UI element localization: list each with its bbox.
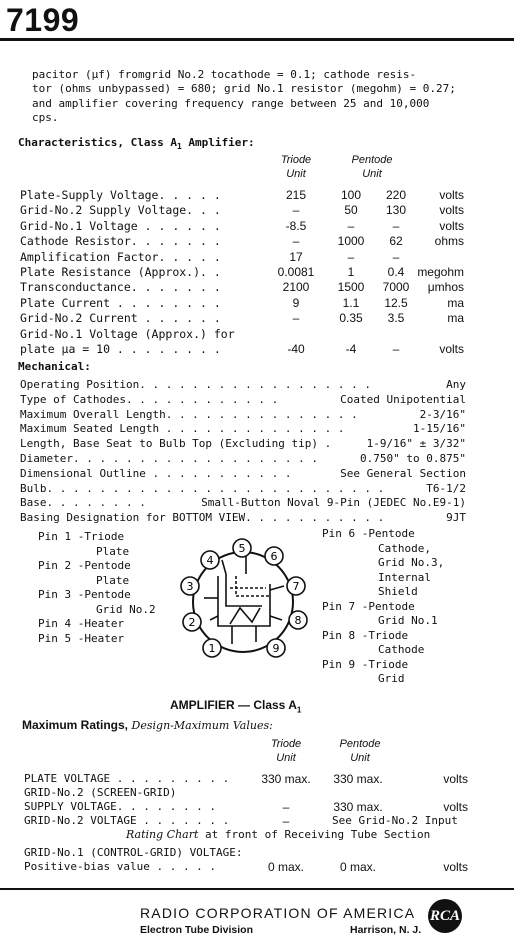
pin-2-marker — [183, 613, 201, 631]
char-row-pentode-2: – — [392, 249, 400, 264]
pin-number-label: 9 — [272, 642, 280, 655]
pin-1-marker — [203, 639, 221, 657]
mech-row-label: Dimensional Outline . . . . . . . . . . . — [20, 466, 292, 480]
amp-row-unit: volts — [443, 800, 468, 814]
char-row-unit: volts — [439, 342, 464, 356]
max-ratings-tail: Design-Maximum Values: — [131, 719, 273, 732]
amp-row-label: GRID-No.1 (CONTROL-GRID) VOLTAGE: — [24, 846, 243, 859]
char-row-unit: ma — [447, 295, 464, 310]
rating-chart-b: at front of Receiving Tube Section — [198, 828, 431, 841]
footer-rule — [0, 888, 514, 890]
pin-left-entry — [38, 559, 131, 573]
pin-number: Pin 6 — [322, 527, 356, 540]
char-row-pentode-1: 0.35 — [339, 311, 363, 326]
char-row-triode: – — [292, 234, 300, 249]
mechanical-title: Mechanical: — [18, 360, 91, 373]
pin-right-entry — [322, 527, 415, 541]
pin-number-label: 2 — [188, 616, 196, 629]
amp-row-triode: – — [282, 800, 290, 814]
pin-left-entry — [38, 632, 124, 646]
pin-desc: -Triode — [355, 657, 409, 671]
amp-row-label: GRID-No.2 (SCREEN-GRID) — [24, 786, 177, 799]
pin-right-desc: Internal — [378, 570, 431, 584]
rating-chart-note — [126, 828, 430, 841]
char-row-pentode-2: – — [392, 342, 400, 356]
amp-col-triode: Triode — [270, 738, 302, 750]
characteristics-title-text: Characteristics, Class A — [18, 136, 177, 149]
char-row-pentode-2: 3.5 — [387, 311, 405, 326]
char-row-pentode-1: 1.1 — [342, 295, 360, 310]
mech-row-value: Coated Unipotential — [340, 392, 466, 406]
pin-5-marker — [233, 539, 251, 557]
mech-row-label: Maximum Seated Length . . . . . . . . . . . . . . — [20, 422, 345, 436]
col-triode-unit: Unit — [286, 168, 306, 180]
char-row-triode: -40 — [287, 342, 305, 356]
pin-number: Pin 5 — [38, 631, 72, 645]
pin-right-desc: Grid No.1 — [378, 614, 438, 627]
char-row-pentode-2: 12.5 — [384, 295, 408, 310]
pin-number: Pin 9 — [322, 657, 356, 671]
pin-number-label: 5 — [238, 542, 246, 555]
characteristics-title — [18, 136, 255, 151]
pin-right-desc: Cathode — [378, 643, 425, 656]
pin-number-label: 3 — [186, 580, 194, 593]
pin-desc: -Heater — [71, 631, 125, 645]
amp-col-triode-unit: Unit — [276, 752, 296, 764]
char-row-pentode-2: 62 — [389, 234, 403, 249]
char-row-triode: – — [292, 311, 300, 326]
pin-left-desc2: Plate — [96, 573, 130, 587]
pin-number: Pin 7 — [322, 599, 356, 613]
pin-4-marker — [201, 551, 219, 569]
pin-number-label: 6 — [270, 550, 278, 563]
char-row-label: Grid-No.2 Current . . . . . . — [20, 311, 221, 326]
mech-row-value: See General Section — [340, 466, 466, 480]
char-row-label: Grid-No.2 Supply Voltage. . . — [20, 203, 221, 218]
char-row-triode: -8.5 — [285, 218, 307, 233]
mech-row-label: Base. . . . . . . . — [20, 496, 146, 510]
char-row-label: Plate Resistance (Approx.). . — [20, 265, 221, 279]
pin-6-marker — [265, 547, 283, 565]
intro-line-1: pacitor (μf) fromgrid No.2 tocathode = 0.1; cathode resis- — [32, 68, 417, 81]
amp-row-label: SUPPLY VOLTAGE. . . . . . . . — [24, 800, 217, 813]
pin-8-marker — [289, 611, 307, 629]
char-row-label: Cathode Resistor. . . . . . . — [20, 234, 221, 249]
characteristics-title-sub: 1 — [176, 142, 182, 152]
char-row-pentode-1: 1500 — [337, 280, 365, 295]
char-row-unit: μmhos — [427, 280, 464, 295]
mech-row-value: T6-1/2 — [426, 481, 466, 495]
location: Harrison, N. J. — [350, 924, 422, 936]
char-row-label: Grid-No.1 Voltage . . . . . . — [20, 218, 221, 233]
company-name: RADIO CORPORATION OF AMERICA — [140, 905, 416, 921]
pin-number-label: 8 — [294, 614, 302, 627]
pin-desc: -Triode — [355, 628, 409, 642]
pin-left-entry — [38, 617, 124, 631]
tube-number: 7199 — [6, 2, 80, 38]
char-row-pentode-1: – — [347, 249, 355, 264]
amp-row-triode: 330 max. — [261, 772, 311, 786]
intro-line-4: cps. — [32, 111, 59, 124]
char-row-triode: 2100 — [282, 280, 310, 295]
char-row-triode: 215 — [285, 188, 307, 202]
pin-left-entry — [38, 530, 124, 544]
pin-desc: -Pentode — [355, 527, 415, 540]
intro-line-3: and amplifier covering frequency range between 25 and 10,000 — [32, 97, 430, 110]
pin-9-marker — [267, 639, 285, 657]
amp-row-unit: volts — [443, 860, 468, 874]
pin-right-desc: Grid No.3, — [378, 556, 445, 569]
char-row-pentode-1: 1000 — [337, 234, 365, 249]
pin-desc: -Pentode — [71, 559, 131, 572]
char-row-pentode-1: 1 — [347, 265, 355, 279]
col-pentode-unit: Unit — [362, 168, 382, 180]
pin-number: Pin 8 — [322, 628, 356, 642]
mech-row-label: Type of Cathodes. . . . . . . . . . . . — [20, 392, 279, 406]
characteristics-title-tail: Amplifier: — [181, 136, 255, 149]
char-row-unit: ohms — [434, 234, 464, 249]
mech-row-value: 1-9/16" ± 3/32" — [366, 437, 466, 451]
col-triode: Triode — [280, 154, 312, 166]
intro-line-2: tor (ohms unbypassed) = 680; grid No.1 resistor (megohm) = 0.27; — [32, 82, 456, 95]
char-row-pentode-2: 130 — [385, 203, 407, 218]
pin-right-desc: Shield — [378, 585, 418, 598]
char-row-triode: 9 — [292, 295, 300, 310]
rca-logo: RCA — [428, 899, 462, 933]
amp-row-triode: 0 max. — [267, 860, 305, 874]
col-pentode: Pentode — [351, 154, 393, 166]
pin-desc: -Pentode — [71, 588, 131, 601]
amplifier-title-sub: 1 — [296, 705, 302, 715]
pin-number: Pin 3 — [38, 588, 72, 601]
mech-row-value: 0.750" to 0.875" — [360, 452, 466, 465]
pin-number-label: 7 — [292, 580, 300, 593]
mech-row-label: Basing Designation for BOTTOM VIEW. . . . . . . . . . . — [20, 511, 385, 525]
max-ratings-label: Maximum Ratings, — [22, 718, 129, 732]
pin-7-marker — [287, 577, 305, 595]
pin-left-entry — [38, 588, 131, 602]
pin-right-entry — [322, 658, 408, 672]
char-row-unit: volts — [439, 203, 464, 218]
mech-row-value: 2-3/16" — [419, 407, 466, 421]
char-row-pentode-2: 220 — [385, 188, 407, 202]
basing-diagram — [170, 536, 316, 662]
char-row-label: Amplification Factor. . . . . — [20, 249, 221, 264]
char-row-triode: 17 — [289, 249, 303, 264]
amp-col-pentode-unit: Unit — [350, 752, 370, 764]
pin-left-desc2: Grid No.2 — [96, 602, 156, 616]
rating-chart-a: Rating Chart — [126, 828, 199, 841]
char-row-pentode-1: 100 — [340, 188, 362, 202]
char-row-label: Transconductance. . . . . . . — [20, 280, 221, 295]
max-ratings-heading — [22, 718, 273, 732]
char-row-label: Plate-Supply Voltage. . . . . — [20, 188, 221, 202]
pin-number: Pin 2 — [38, 559, 72, 572]
amp-row-label: PLATE VOLTAGE . . . . . . . . . — [24, 772, 230, 785]
pin-number: Pin 1 — [38, 530, 72, 543]
pin-3-marker — [181, 577, 199, 595]
char-row-unit: volts — [439, 218, 464, 233]
mech-row-label: Maximum Overall Length. . . . . . . . . . . . . . . — [20, 407, 358, 421]
amp-row-pentode: 330 max. — [333, 800, 383, 814]
pin-desc: -Triode — [71, 530, 125, 543]
char-row-pentode-2: 0.4 — [387, 265, 405, 279]
char-row-label: Plate Current . . . . . . . . — [20, 295, 221, 310]
amp-row-label: GRID-No.2 VOLTAGE . . . . . . . — [24, 814, 230, 827]
pin-right-desc: Grid — [378, 672, 405, 685]
division-name: Electron Tube Division — [140, 924, 253, 936]
char-row-pentode-2: – — [392, 218, 400, 233]
char-row-triode: – — [292, 203, 300, 218]
pin-desc: -Pentode — [355, 599, 415, 613]
mech-row-value: 1-15/16" — [413, 422, 466, 436]
char-row-unit: volts — [439, 188, 464, 202]
mech-row-label: Bulb. . . . . . . . . . . . . . . . . . . . . . . . . . — [20, 481, 385, 495]
pin-right-desc: Cathode, — [378, 541, 431, 555]
mech-row-value: Any — [446, 378, 466, 391]
amp-row-label: Positive-bias value . . . . . — [24, 860, 217, 873]
amplifier-title — [170, 698, 301, 714]
pin-number-label: 1 — [208, 642, 216, 655]
amp-row-triode: – — [282, 814, 290, 828]
char-row-label: Grid-No.1 Voltage (Approx.) for — [20, 326, 235, 341]
pin-number: Pin 4 — [38, 617, 72, 630]
amp-row-pentode: See Grid-No.2 Input — [332, 814, 458, 827]
pin-number-label: 4 — [206, 554, 214, 567]
pin-desc: -Heater — [71, 617, 125, 630]
char-row-unit: ma — [447, 311, 464, 326]
mech-row-value: Small-Button Noval 9-Pin (JEDEC No.E9-1) — [201, 496, 466, 510]
header-rule — [0, 38, 514, 41]
mech-row-value: 9JT — [446, 511, 466, 525]
mech-row-label: Operating Position. . . . . . . . . . . . . . . . . . — [20, 378, 371, 391]
pin-right-entry — [322, 629, 408, 643]
amp-row-pentode: 0 max. — [339, 860, 377, 874]
char-row-pentode-2: 7000 — [382, 280, 410, 295]
mech-row-label: Length, Base Seat to Bulb Top (Excluding tip) . — [20, 437, 332, 451]
pin-left-desc2: Plate — [96, 544, 130, 558]
amp-row-pentode: 330 max. — [333, 772, 383, 786]
char-row-pentode-1: -4 — [345, 342, 357, 356]
amplifier-title-text: AMPLIFIER — Class A — [170, 698, 297, 712]
char-row-triode: 0.0081 — [277, 265, 315, 279]
char-row-label: plate μa = 10 . . . . . . . . — [20, 342, 221, 356]
char-row-pentode-1: – — [347, 218, 355, 233]
char-row-pentode-1: 50 — [344, 203, 358, 218]
pin-circles — [181, 539, 307, 657]
amp-col-pentode: Pentode — [339, 738, 381, 750]
amp-row-unit: volts — [443, 772, 468, 786]
char-row-unit: megohm — [417, 265, 464, 279]
pin-right-entry — [322, 600, 415, 614]
mech-row-label: Diameter. . . . . . . . . . . . . . . . . . . — [20, 452, 319, 465]
